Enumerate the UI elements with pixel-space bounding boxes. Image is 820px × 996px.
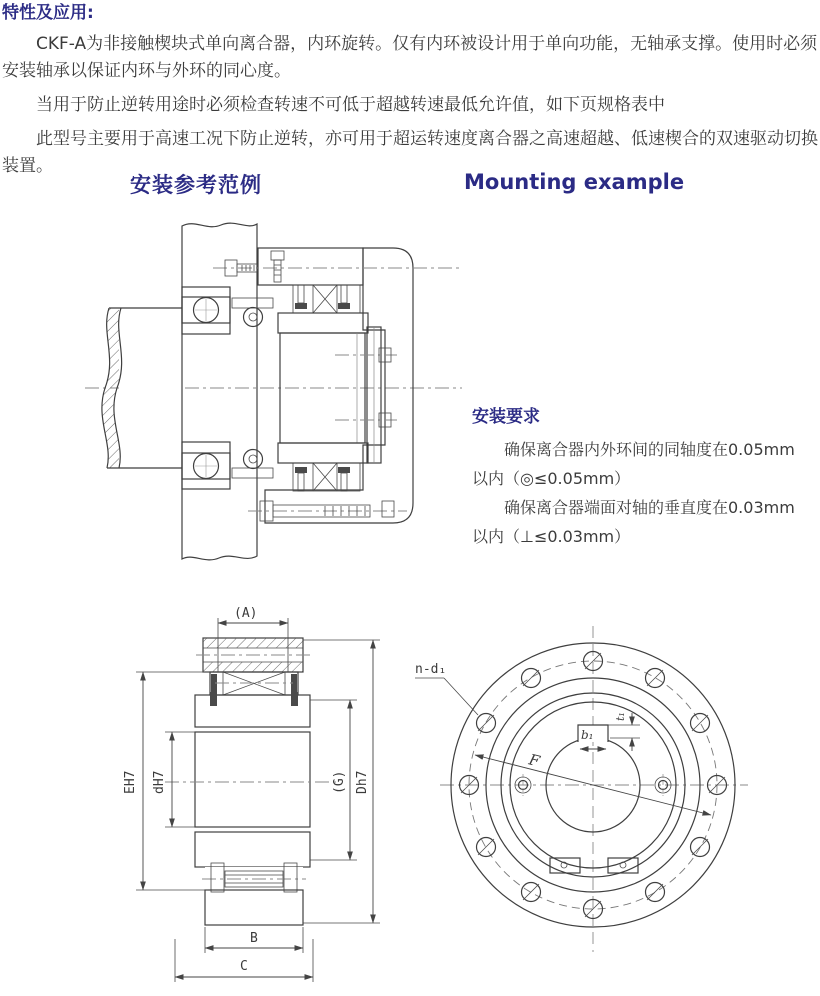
dim-label-C: C: [240, 959, 248, 974]
sprag-cage-top: [293, 285, 360, 313]
through-bolt-bottom: [248, 501, 407, 521]
requirement-line-2: 以内（◎≤0.05mm）: [472, 469, 631, 488]
dim-label-B: B: [250, 931, 258, 946]
keyway: [578, 712, 640, 751]
intro-paragraph-1: CKF-A为非接触楔块式单向离合器，内环旋转。仅有内环被设计用于单向功能，无轴承支撑。使用时必须安装轴承以保证内环与外环的同心度。: [2, 34, 818, 81]
hub-sleeve: [182, 223, 257, 560]
locking-collar-top: [232, 298, 273, 327]
requirement-line-3: 确保离合器端面对轴的垂直度在0.03mm: [504, 498, 795, 517]
requirement-line-4: 以内（⊥≤0.03mm）: [472, 527, 631, 546]
locking-collar-bottom: [232, 450, 273, 479]
requirement-line-1: 确保离合器内外环间的同轴度在0.05mm: [504, 440, 795, 459]
requirements-heading: 安装要求: [472, 407, 540, 427]
section-heading-en: Mounting example: [464, 170, 685, 194]
dim-label-dH7: dH7: [152, 770, 167, 794]
housing: [258, 248, 413, 523]
dimension-drawing: [110, 596, 422, 996]
mounting-example-drawing: [85, 215, 462, 575]
dim-part-section: [165, 638, 340, 925]
intro-section: [2, 2, 818, 180]
support-bearing-top: [182, 287, 230, 334]
intro-heading: 特性及应用:: [2, 3, 94, 23]
dim-label-G: (G): [332, 770, 347, 794]
hole-count-label: n-d₁: [415, 662, 447, 677]
intro-paragraph-3: 此型号主要用于高速工况下防止逆转，亦可用于超运转速度离合器之高速超越、低速楔合的双速驱动切换装置。: [2, 129, 818, 176]
dim-label-EH7: EH7: [123, 770, 138, 794]
keyway-width-label: b₁: [581, 728, 594, 742]
hole-callout: [415, 662, 478, 715]
support-bearing-bottom: [182, 442, 230, 489]
clamp-bolt-top: [213, 260, 459, 276]
F-label: F: [527, 750, 542, 771]
section-heading-zh: 安装参考范例: [130, 173, 262, 197]
dim-label-A: (A): [234, 606, 258, 621]
mounting-requirements: [472, 403, 820, 551]
shaft-section: [102, 308, 182, 468]
keyway-depth-label: t₁: [614, 712, 627, 721]
housing-stud-bolt: [271, 251, 284, 282]
sprag-cage-bottom: [293, 463, 360, 491]
flange-front-view-drawing: [408, 618, 760, 960]
intro-paragraph-2: 当用于防止逆转用途时必须检查转速不可低于超越转速最低允许值，如下页规格表中: [36, 95, 665, 115]
dim-label-Dh7: Dh7: [355, 770, 370, 794]
